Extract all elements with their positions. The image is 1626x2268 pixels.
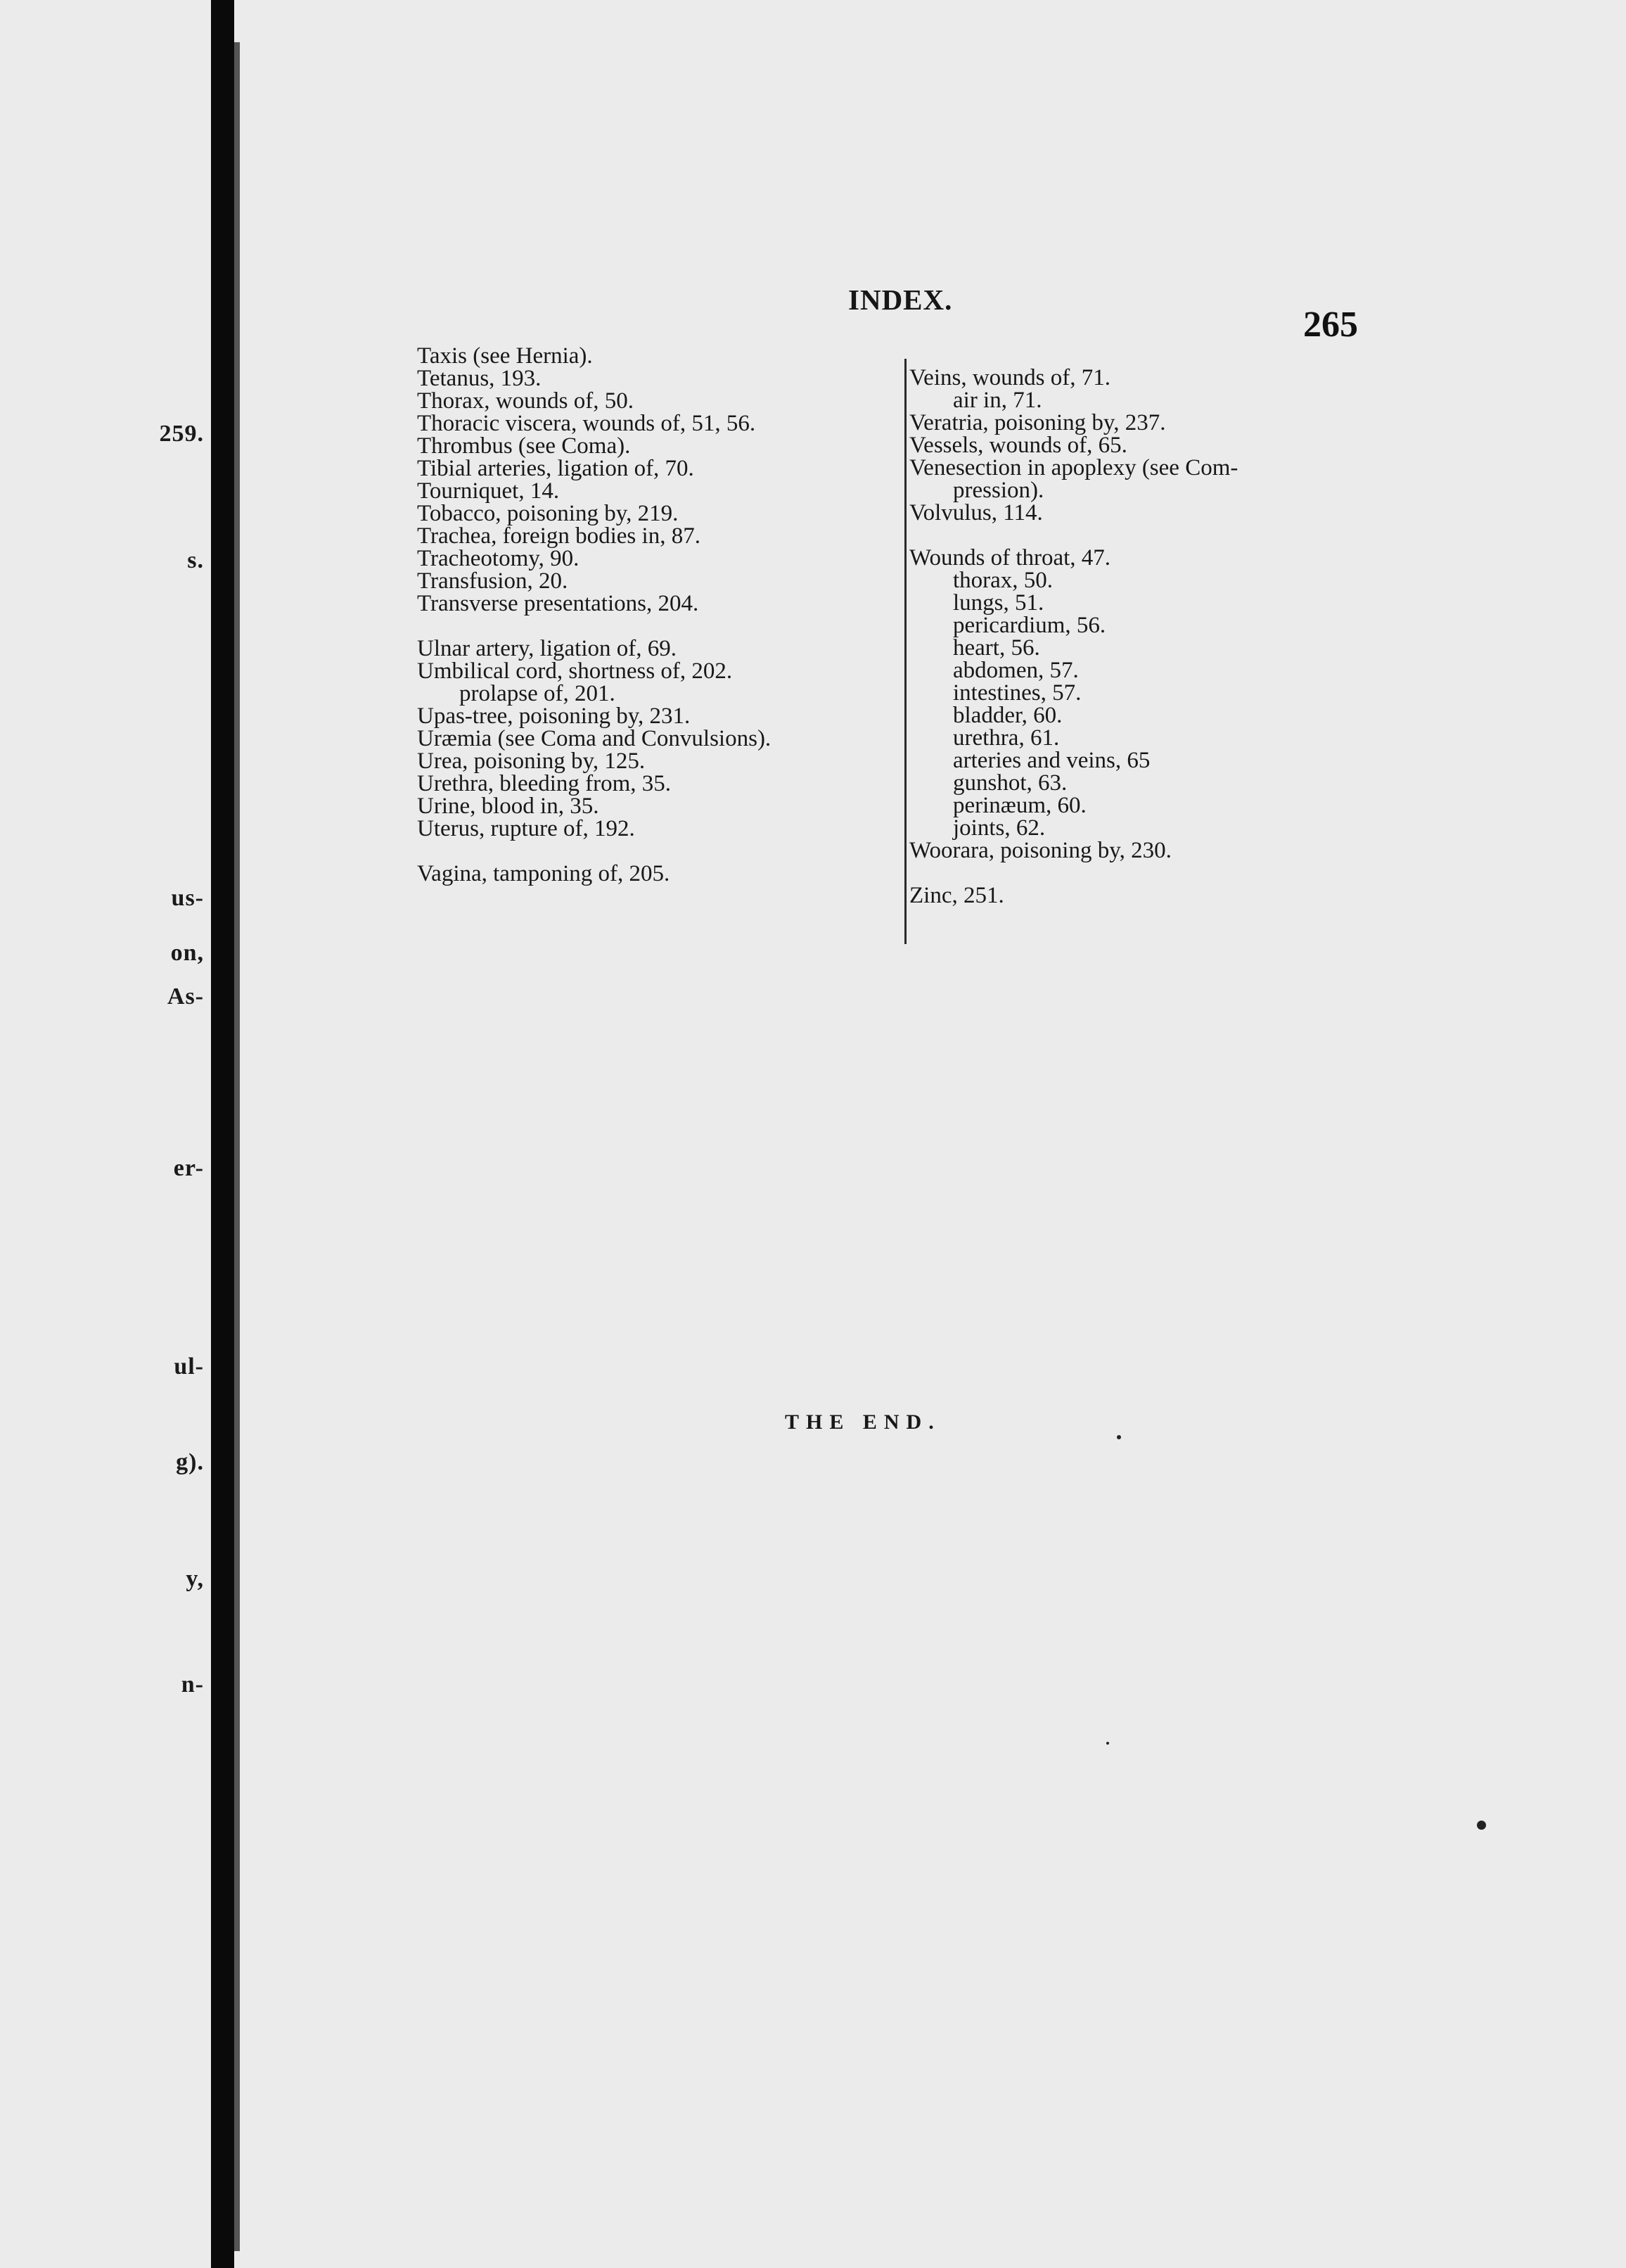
index-subentry: pression).	[953, 478, 1044, 503]
index-entry: Ulnar artery, ligation of, 69.	[417, 636, 677, 661]
ink-speck	[1106, 1742, 1109, 1745]
index-subentry: lungs, 51.	[953, 590, 1044, 616]
left-page-fragment: n-	[181, 1671, 204, 1697]
ink-speck	[1117, 1435, 1121, 1439]
index-subentry: arteries and veins, 65	[953, 748, 1151, 773]
left-page-fragment: 259.	[159, 421, 204, 447]
left-page-fragment: g).	[176, 1449, 204, 1475]
index-entry: Urethra, bleeding from, 35.	[417, 771, 672, 796]
index-entry: Vagina, tamponing of, 205.	[417, 861, 670, 886]
ink-speck	[1477, 1821, 1486, 1830]
left-page-fragment: er-	[173, 1155, 204, 1181]
index-column-right	[909, 367, 1238, 907]
index-entry: Vessels, wounds of, 65.	[909, 433, 1127, 458]
index-entry: Transverse presentations, 204.	[417, 591, 699, 616]
index-entry: Veratria, poisoning by, 237.	[909, 410, 1166, 435]
index-entry: Tourniquet, 14.	[417, 478, 560, 504]
index-subentry: joints, 62.	[953, 815, 1046, 841]
index-subentry: heart, 56.	[953, 635, 1040, 661]
index-entry: Tracheotomy, 90.	[417, 546, 580, 571]
column-rule	[904, 359, 907, 944]
index-subentry: prolapse of, 201.	[459, 681, 615, 706]
index-entry: Thorax, wounds of, 50.	[417, 388, 634, 414]
running-head: INDEX.	[848, 284, 953, 316]
left-page-edge	[0, 0, 211, 2268]
index-entry: Tibial arteries, ligation of, 70.	[417, 456, 694, 481]
index-entry: Venesection in apoplexy (see Com-	[909, 455, 1238, 480]
index-entry: Urea, poisoning by, 125.	[417, 748, 646, 774]
index-entry: Umbilical cord, shortness of, 202.	[417, 658, 733, 684]
index-entry: Veins, wounds of, 71.	[909, 365, 1110, 390]
page-edge-shadow	[234, 42, 240, 2251]
left-page-fragment: s.	[187, 547, 204, 573]
index-entry: Thoracic viscera, wounds of, 51, 56.	[417, 411, 756, 436]
index-subentry: air in, 71.	[953, 388, 1042, 413]
index-entry: Woorara, poisoning by, 230.	[909, 838, 1172, 863]
page-number: 265	[1303, 305, 1358, 345]
index-entry: Uterus, rupture of, 192.	[417, 816, 635, 841]
index-subentry: pericardium, 56.	[953, 613, 1106, 638]
left-page-fragment: As-	[167, 983, 204, 1009]
index-entry: Wounds of throat, 47.	[909, 545, 1111, 571]
index-column-left	[417, 345, 771, 885]
left-page-fragment: ul-	[174, 1353, 204, 1380]
index-entry: Thrombus (see Coma).	[417, 433, 631, 459]
index-subentry: intestines, 57.	[953, 680, 1082, 706]
index-entry: Urine, blood in, 35.	[417, 794, 599, 819]
index-entry: Upas-tree, poisoning by, 231.	[417, 703, 691, 729]
index-entry: Tetanus, 193.	[417, 366, 542, 391]
index-entry: Trachea, foreign bodies in, 87.	[417, 523, 700, 549]
index-subentry: thorax, 50.	[953, 568, 1054, 593]
index-entry: Uræmia (see Coma and Convulsions).	[417, 726, 772, 751]
index-subentry: abdomen, 57.	[953, 658, 1079, 683]
index-subentry: gunshot, 63.	[953, 770, 1068, 796]
the-end-footer: THE END.	[785, 1410, 941, 1434]
left-page-fragment: us-	[171, 885, 204, 911]
index-page	[234, 0, 1626, 2268]
index-entry: Taxis (see Hernia).	[417, 343, 593, 369]
index-subentry: perinæum, 60.	[953, 793, 1087, 818]
index-entry: Transfusion, 20.	[417, 568, 568, 594]
index-subentry: urethra, 61.	[953, 725, 1060, 751]
index-entry: Tobacco, poisoning by, 219.	[417, 501, 679, 526]
left-page-fragment: y,	[186, 1566, 204, 1592]
index-entry: Volvulus, 114.	[909, 500, 1043, 525]
index-entry: Zinc, 251.	[909, 883, 1004, 908]
left-page-fragment: on,	[170, 940, 204, 966]
index-subentry: bladder, 60.	[953, 703, 1063, 728]
